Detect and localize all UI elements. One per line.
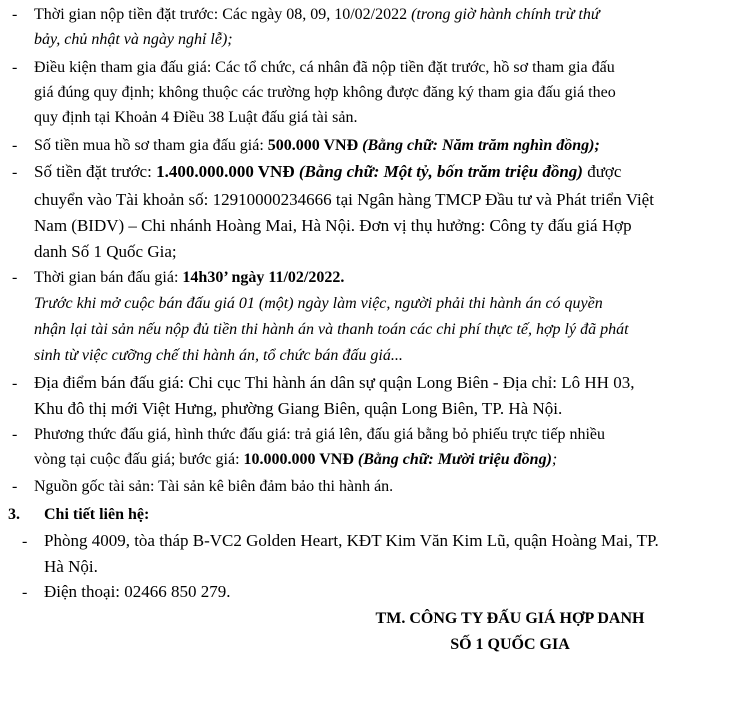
- deposit-time-note: (trong giờ hành chính trừ thứ: [411, 6, 600, 23]
- sale-time-note-1: Trước khi mở cuộc bán đấu giá 01 (một) ngày làm việc, người phải thi hành án có quyền: [34, 295, 603, 312]
- dossier-fee-amount: 500.000 VNĐ: [267, 137, 363, 154]
- dossier-fee-words: (Bằng chữ: Năm trăm nghìn đồng);: [362, 137, 600, 154]
- bullet-dash: -: [12, 164, 18, 181]
- contact-address-1: Phòng 4009, tòa tháp B-VC2 Golden Heart, KĐT Kim Văn Kim Lũ, quận Hoàng Mai, TP.: [44, 531, 659, 550]
- deposit-amount-words: (Bằng chữ: Một tỷ, bốn trăm triệu đồng): [298, 162, 583, 181]
- signature-line-2: SỐ 1 QUỐC GIA: [450, 636, 570, 653]
- contact-heading: Chi tiết liên hệ:: [44, 506, 150, 523]
- bullet-dash: -: [12, 478, 18, 495]
- deposit-amount-label: Số tiền đặt trước:: [34, 162, 157, 181]
- sale-time-value: 14h30’ ngày 11/02/2022.: [182, 269, 345, 286]
- sale-time-note-2: nhận lại tài sản nếu nộp đủ tiền thi hành án và thanh toán các chi phí thực tế, hợp lý đã phát: [34, 321, 629, 338]
- deposit-amount-line-2: chuyển vào Tài khoản số: 12910000234666 tại Ngân hàng TMCP Đầu tư và Phát triển Việt: [34, 190, 654, 209]
- bullet-dash: -: [12, 269, 18, 286]
- contact-address-2: Hà Nội.: [44, 557, 98, 576]
- contact-phone: Điện thoại: 02466 850 279.: [44, 582, 231, 601]
- bullet-dash: -: [12, 59, 18, 76]
- bullet-dash: -: [12, 6, 18, 23]
- bullet-dash: -: [22, 584, 28, 601]
- section-number: 3.: [8, 506, 20, 523]
- conditions-line-2: giá đúng quy định; không thuộc các trường hợp không được đăng ký tham gia đấu giá theo: [34, 84, 616, 101]
- deposit-amount-value: 1.400.000.000 VNĐ: [156, 162, 299, 181]
- bullet-dash: -: [12, 375, 18, 392]
- deposit-amount-tail: được: [582, 162, 622, 181]
- location-line-2: Khu đô thị mới Việt Hưng, phường Giang Biên, quận Long Biên, TP. Hà Nội.: [34, 399, 563, 418]
- bid-step-words: (Bằng chữ: Mười triệu đồng): [357, 451, 552, 468]
- deposit-time-label: Thời gian nộp tiền đặt trước: Các ngày 08, 09, 10/02/2022: [34, 6, 412, 23]
- method-line-2: vòng tại cuộc đấu giá; bước giá:: [34, 451, 244, 468]
- location-line-1: Địa điểm bán đấu giá: Chi cục Thi hành án dân sự quận Long Biên - Địa chỉ: Lô HH 03,: [34, 373, 635, 392]
- deposit-time-note-cont: bảy, chủ nhật và ngày nghỉ lễ);: [34, 31, 233, 48]
- origin-text: Nguồn gốc tài sản: Tài sản kê biên đảm bảo thi hành án.: [34, 478, 394, 495]
- method-line-1: Phương thức đấu giá, hình thức đấu giá: trả giá lên, đấu giá bằng bỏ phiếu trực tiếp nhiều: [34, 426, 606, 443]
- dossier-fee-label: Số tiền mua hồ sơ tham gia đấu giá:: [34, 137, 268, 154]
- conditions-line-3: quy định tại Khoản 4 Điều 38 Luật đấu giá tài sản.: [34, 109, 358, 126]
- bullet-dash: -: [12, 137, 18, 154]
- method-end: ;: [551, 451, 558, 468]
- deposit-amount-line-3: Nam (BIDV) – Chi nhánh Hoàng Mai, Hà Nội. Đơn vị thụ hưởng: Công ty đấu giá Hợp: [34, 216, 632, 235]
- signature-line-1: TM. CÔNG TY ĐẤU GIÁ HỢP DANH: [375, 610, 645, 627]
- bullet-dash: -: [12, 426, 18, 443]
- sale-time-label: Thời gian bán đấu giá:: [34, 269, 183, 286]
- deposit-amount-line-4: danh Số 1 Quốc Gia;: [34, 242, 177, 261]
- conditions-line-1: Điều kiện tham gia đấu giá: Các tổ chức, cá nhân đã nộp tiền đặt trước, hồ sơ tham gia đấu: [34, 59, 615, 76]
- bid-step-amount: 10.000.000 VNĐ: [243, 451, 358, 468]
- sale-time-note-3: sinh từ việc cưỡng chế thi hành án, tổ chức bán đấu giá...: [34, 347, 403, 364]
- bullet-dash: -: [22, 533, 28, 550]
